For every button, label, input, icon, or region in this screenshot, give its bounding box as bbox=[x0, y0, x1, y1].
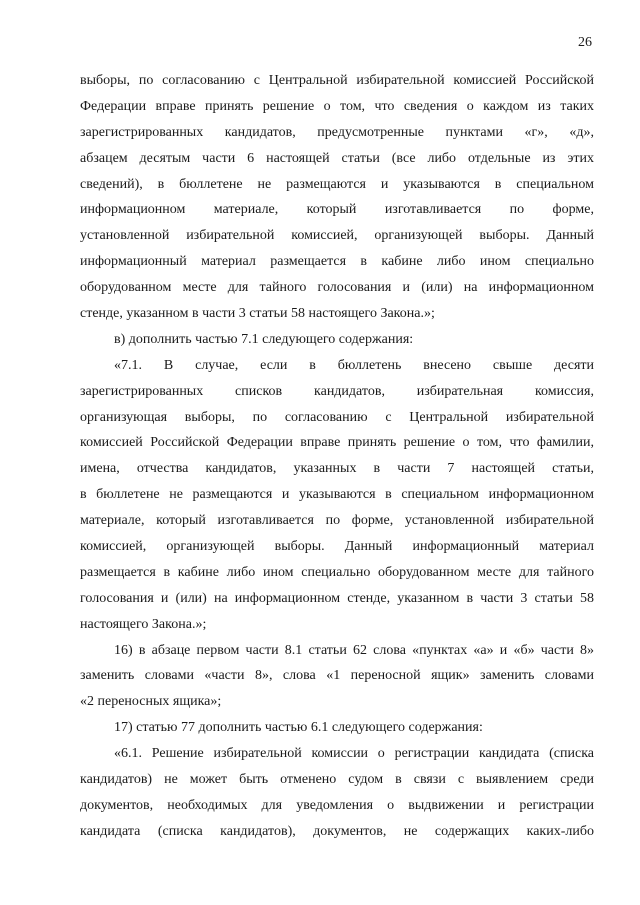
text-line: абзацем десятым части 6 настоящей статьи (все либо отдельные из этих bbox=[80, 150, 594, 166]
text-line: «7.1. В случае, если в бюллетень внесено свыше десяти bbox=[114, 357, 594, 373]
text-line: размещается в кабине либо ином специально оборудованном месте для тайного bbox=[80, 564, 594, 580]
text-line: «2 переносных ящика»; bbox=[80, 694, 222, 710]
document-body bbox=[80, 68, 594, 845]
text-line: информационный материал размещается в кабине либо ином специально bbox=[80, 254, 594, 270]
text-line: комиссией, организующей выборы. Данный информационный материал bbox=[80, 539, 594, 555]
text-line: оборудованном месте для тайного голосования и (или) на информационном bbox=[80, 280, 594, 296]
text-line: выборы, по согласованию с Центральной избирательной комиссией Российской bbox=[80, 73, 594, 88]
text-line: заменить словами «части 8», слова «1 переносной ящик» заменить словами bbox=[80, 668, 594, 684]
text-line: кандидата (списка кандидатов), документов, не содержащих каких-либо bbox=[80, 823, 594, 839]
text-line: настоящего Закона.»; bbox=[80, 616, 207, 632]
text-line: «6.1. Решение избирательной комиссии о регистрации кандидата (списка bbox=[114, 746, 594, 762]
text-line: материале, который изготавливается по форме, установленной избирательной bbox=[80, 513, 594, 529]
text-line: зарегистрированных кандидатов, предусмотренные пунктами «г», «д», bbox=[80, 124, 594, 140]
text-line: информационном материале, который изготавливается по форме, bbox=[80, 202, 594, 218]
text-line: в бюллетене не размещаются и указываются в специальном информационном bbox=[80, 487, 594, 503]
text-line: установленной избирательной комиссией, организующей выборы. Данный bbox=[80, 228, 594, 244]
text-line: кандидатов) не может быть отменено судом в связи с выявлением среди bbox=[80, 772, 594, 788]
text-line: стенде, указанном в части 3 статьи 58 настоящего Закона.»; bbox=[80, 306, 435, 322]
text-line: имена, отчества кандидатов, указанных в части 7 настоящей статьи, bbox=[80, 461, 594, 477]
text-line: комиссией Российской Федерации вправе принять решение о том, что фамилии, bbox=[80, 435, 594, 451]
text-line: зарегистрированных списков кандидатов, избирательная комиссия, bbox=[80, 383, 594, 399]
text-line: 16) в абзаце первом части 8.1 статьи 62 слова «пунктах «а» и «б» части 8» bbox=[114, 642, 594, 658]
text-line: в) дополнить частью 7.1 следующего содержания: bbox=[114, 331, 414, 347]
text-line: голосования и (или) на информационном стенде, указанном в части 3 статьи 58 bbox=[80, 590, 594, 606]
text-line: организующая выборы, по согласованию с Центральной избирательной bbox=[80, 409, 594, 425]
text-line: Федерации вправе принять решение о том, что сведения о каждом из таких bbox=[80, 98, 594, 114]
page-number: 26 bbox=[578, 35, 592, 50]
text-line: сведений), в бюллетене не размещаются и указываются в специальном bbox=[80, 176, 594, 192]
text-line: 17) статью 77 дополнить частью 6.1 следующего содержания: bbox=[114, 720, 483, 736]
text-line: документов, необходимых для уведомления о выдвижении и регистрации bbox=[80, 797, 594, 813]
